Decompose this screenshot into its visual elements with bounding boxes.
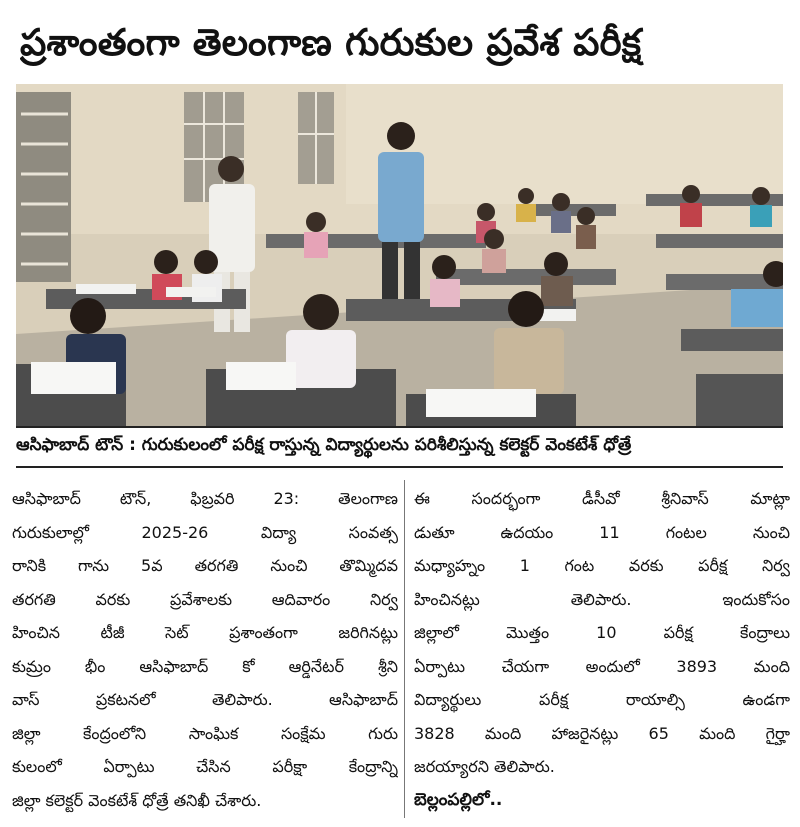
column-divider — [404, 480, 405, 818]
article-line: ఆసిఫాబాద్ టౌన్, ఫిబ్రవరి 23: తెలంగాణ — [12, 489, 398, 508]
article-right-column — [414, 482, 790, 822]
classroom-photo-illustration — [16, 84, 783, 426]
article-line: జరయ్యారని తెలిపారు. — [414, 757, 555, 776]
article-line: హించినట్లు తెలిపారు. ఇందుకోసం — [414, 589, 790, 609]
article-line: ఏర్పాటు చేయగా అందులో 3893 మంది — [414, 656, 790, 676]
caption-bottom-rule — [16, 466, 783, 468]
article-line: విద్యార్థులు పరీక్ష రాయాల్సి ఉండగా — [414, 690, 790, 709]
article-line: రానికి గాను 5వ తరగతి నుంచి తొమ్మిదవ — [12, 556, 398, 575]
photo-caption: ఆసిఫాబాద్ టౌన్ : గురుకులంలో పరీక్ష రాస్తున్న విద్యార్థులను పరిశీలిస్తున్న కలెక్టర్ వెంకటేశ్ ధోత్రే — [16, 435, 632, 455]
article-line: గురుకులాల్లో 2025-26 విద్యా సంవత్స — [12, 522, 398, 542]
article-line: హించిన టీజీ సెట్ ప్రశాంతంగా జరిగినట్లు — [12, 623, 398, 642]
article-subhead: బెల్లంపల్లిలో.. — [414, 789, 503, 810]
article-line: డుతూ ఉదయం 11 గంటల నుంచి — [414, 522, 790, 542]
article-line: తరగతి వరకు ప్రవేశాలకు ఆదివారం నిర్వ — [12, 589, 398, 609]
article-line: కులంలో ఏర్పాటు చేసిన పరీక్షా కేంద్రాన్ని — [12, 757, 398, 776]
article-line: జిల్లా కలెక్టర్ వెంకటేశ్ ధోత్రే తనిఖీ చేశారు. — [12, 790, 262, 810]
article-line: జిల్లా కేంద్రంలోని సాంఘిక సంక్షేమ గురు — [12, 723, 398, 743]
caption-top-rule — [16, 426, 783, 428]
article-line: ఈ సందర్భంగా డీసీవో శ్రీనివాస్ మాట్లా — [414, 489, 790, 508]
article-line: కుమ్రం భీం ఆసిఫాబాద్ కో ఆర్డినేటర్ శ్రీని — [12, 656, 398, 676]
article-line: మధ్యాహ్నం 1 గంట వరకు పరీక్ష నిర్వ — [414, 556, 790, 575]
article-line: 3828 మంది హాజరైనట్లు 65 మంది గైర్హా — [414, 723, 790, 743]
news-photo — [16, 84, 783, 426]
article-left-column — [12, 482, 398, 822]
article-line: జిల్లాలో మొత్తం 10 పరీక్ష కేంద్రాలు — [414, 623, 790, 642]
headline: ప్రశాంతంగా తెలంగాణ గురుకుల ప్రవేశ పరీక్ష — [20, 21, 642, 64]
article-line: వాస్ ప్రకటనలో తెలిపారు. ఆసిఫాబాద్ — [12, 690, 398, 709]
